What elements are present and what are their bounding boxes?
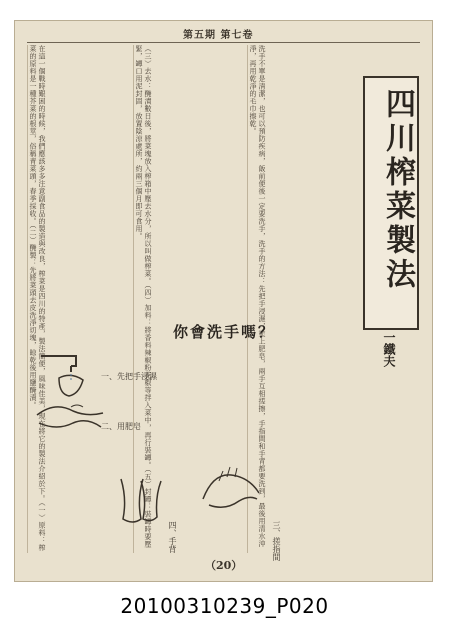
hands-interlaced-illustration — [195, 459, 265, 519]
column-text: （三）去水：醃漬數日後，將菜塊放入榨箱中壓去水分，所以叫做榨菜。（四）加料：將香料辣椒粉花椒等拌入菜中，再行裝罈。（五）封罈：裝罈時要壓緊，罈口用泥封固，放置陰涼處所，約兩三個月即可食用。 — [135, 45, 152, 548]
page-number: （20） — [205, 559, 243, 572]
section-title: 你會洗手嗎？ — [173, 323, 276, 341]
article-title: 四川榨菜製法 — [380, 88, 415, 292]
article-title-box — [363, 76, 419, 330]
header-rule — [27, 42, 420, 43]
caption-2: 二、用肥皂 — [101, 422, 141, 431]
document-page — [14, 20, 433, 582]
caption-4: 四、手背 — [168, 521, 177, 553]
page-header — [15, 26, 432, 40]
caption-3: 三、搓指間 — [272, 521, 281, 561]
column-text: 在這一個戰時艱困的時候，我們應該多多注意副食品的製造與改良，榨菜是四川的特產，製法簡便，風味佳美，現在將它的製法介紹於下。（一）原料：榨菜的原料是一種芥菜的根莖，俗稱青菜頭，春季採收。（二）醃製：先將菜頭去皮洗淨切塊，晾乾後用鹽醃漬。 — [29, 45, 46, 552]
caption-1: 一、先把手浸濕 — [101, 372, 157, 381]
article-author: 一鐵夫 — [382, 331, 396, 367]
issue-label: 第五期 第七卷 — [183, 30, 254, 41]
column-text: 洗手不單是清潔，也可以預防疾病，飯前便後一定要洗手，洗手的方法：先把手浸濕，塗上肥皂，兩手互相搓擦，手指間和手背都要洗到，最後用清水沖淨，再用乾淨的毛巾擦乾。 — [249, 45, 266, 548]
soap-illustration — [31, 393, 111, 438]
archive-code: 20100310239_P020 — [120, 594, 329, 618]
hands-back-illustration — [111, 471, 167, 531]
